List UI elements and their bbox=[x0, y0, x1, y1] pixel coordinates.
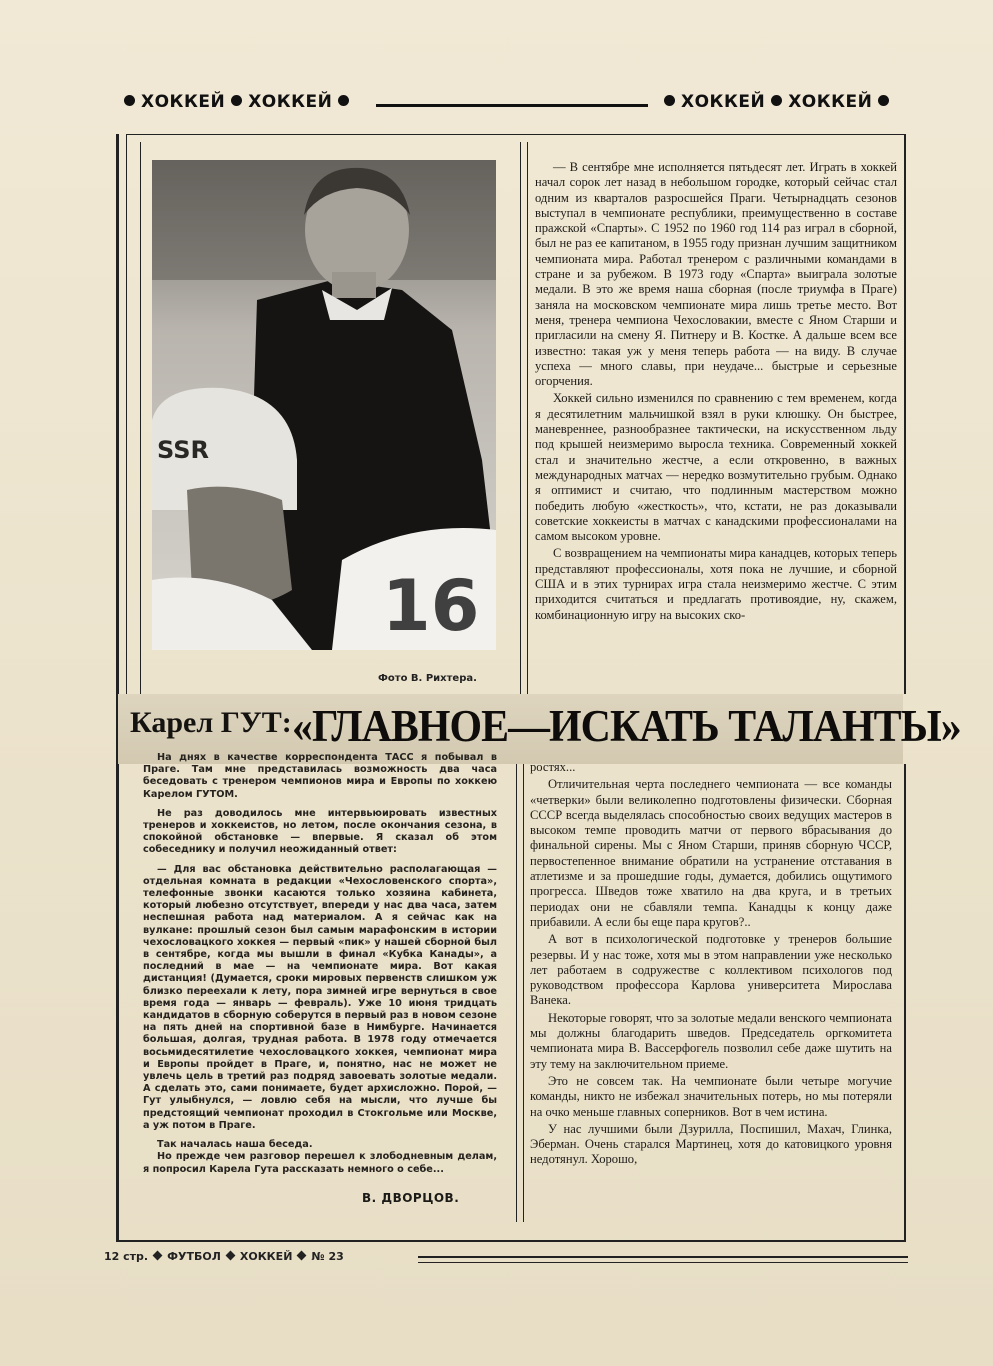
paragraph: С возвращением на чемпионаты мира канадцев, которых теперь представляют профессионалы, хотя пока не лучшие, и сборной США и в этих турнирах игра стала неизмеримо жестче. С этим приходится считаться и предлагать противоядие, ну, скажем, комбинационную игру на высоких ско- bbox=[535, 546, 897, 622]
paragraph: Не раз доводилось мне интервьюировать известных тренеров и хоккеистов, но летом, после окончания сезона, в спокойной обстановке — впервые. Я сказал об этом собеседнику и получил неожиданный ответ: bbox=[143, 807, 497, 856]
frame-right-bottom-line bbox=[904, 764, 906, 1242]
footer-item: ХОККЕЙ bbox=[239, 1250, 293, 1263]
diamond-icon bbox=[225, 1251, 235, 1261]
page-footer bbox=[104, 1250, 344, 1263]
svg-text:16: 16 bbox=[382, 565, 480, 647]
frame-bottom-line bbox=[116, 1240, 906, 1242]
header-word: ХОККЕЙ bbox=[681, 92, 766, 112]
bullet-icon bbox=[124, 95, 135, 106]
column-divider-top bbox=[520, 142, 521, 694]
frame-left-inner-line bbox=[126, 134, 127, 694]
header-word: ХОККЕЙ bbox=[248, 92, 333, 112]
footer-item: № 23 bbox=[311, 1250, 344, 1263]
header-rule bbox=[376, 104, 648, 107]
diamond-icon bbox=[153, 1251, 163, 1261]
paragraph: Это не совсем так. На чемпионате были четыре могучие команды, никто не избежал значительных потерь, но мы потеряли на очко меньше главных соперников. Вот в чем истина. bbox=[530, 1073, 892, 1119]
byline: В. ДВОРЦОВ. bbox=[362, 1191, 460, 1205]
title-name: Карел ГУТ: bbox=[130, 706, 292, 739]
paragraph: Но прежде чем разговор перешел к злободневным делам, я попросил Карела Гута рассказать немного о себе... bbox=[143, 1151, 497, 1175]
coach-photo bbox=[152, 160, 496, 650]
intro-column bbox=[143, 752, 497, 1183]
footer-rule-2 bbox=[418, 1262, 908, 1263]
jersey-text: SSR bbox=[157, 436, 209, 464]
header-word: ХОККЕЙ bbox=[788, 92, 873, 112]
bullet-icon bbox=[231, 95, 242, 106]
frame-left-line bbox=[116, 134, 119, 1242]
frame-right-line bbox=[904, 134, 906, 694]
column-divider-bottom-2 bbox=[523, 764, 524, 1222]
frame-top-line bbox=[126, 134, 906, 135]
footer-rule bbox=[418, 1256, 908, 1258]
header-word: ХОККЕЙ bbox=[141, 92, 226, 112]
photo-box-left bbox=[140, 142, 141, 694]
bullet-icon bbox=[664, 95, 675, 106]
bullet-icon bbox=[771, 95, 782, 106]
paragraph: — В сентябре мне исполняется пятьдесят лет. Играть в хоккей начал сорок лет назад в небольшом городке, который сейчас стал одним из кварталов разросшейся Праги. Четырнадцать сезонов выступал в чемпионате республики, преимущественно в составе пражской «Спарты». С 1952 по 1960 год 114 раз играл в сборной, был не раз ее капитаном, в 1955 году признан лучшим защитником чемпионата мира. Работал тренером с различными командами в стране и за рубежом. В 1973 году «Спарта» выиграла золотые медали. В это же время наша сборная (после триумфа в Праге) заняла на московском чемпионате мира лишь третье место. Вот меня, тренера чемпиона Чехословакии, вместе с Яном Старши и пригласили на смену Я. Питнеру и В. Костке. А дальше всем все известно: такая уж у меня теперь работа — на виду. В случае успеха — много славы, при неудаче... быстрые и серьезные огорчения. bbox=[535, 160, 897, 389]
diamond-icon bbox=[297, 1251, 307, 1261]
right-column-top bbox=[535, 160, 897, 625]
right-column-bottom bbox=[530, 760, 892, 1170]
column-divider-bottom bbox=[516, 764, 517, 1222]
paragraph: А вот в психологической подготовке у тренеров большие резервы. И у нас тоже, хотя мы в этом направлении уже несколько лет работаем в содружестве с коллективом психологов под руководством профессора Карлова университета Мирослава Ванека. bbox=[530, 932, 892, 1008]
column-divider-top-2 bbox=[527, 142, 528, 694]
paragraph: На днях в качестве корреспондента ТАСС я побывал в Праге. Там мне представилась возможность два часа беседовать с тренером чемпионов мира и Европы по хоккею Карелом ГУТОМ. bbox=[143, 752, 497, 800]
headline: «ГЛАВНОЕ—ИСКАТЬ ТАЛАНТЫ» bbox=[292, 701, 961, 751]
footer-item: ФУТБОЛ bbox=[167, 1250, 221, 1263]
paragraph: У нас лучшими были Дзурилла, Поспишил, Махач, Глинка, Эберман. Очень старался Мартинец, хотя до катовицкого уровня недотянул. Хорошо, bbox=[530, 1121, 892, 1167]
paragraph: Хоккей сильно изменился по сравнению с тем временем, когда я десятилетним мальчишкой взял в руки клюшку. Он быстрее, маневреннее, разнообразнее тактически, на искусственном льду под крышей неизмеримо выросла техника. Современный хоккей стал и значительно жестче, а если откровенно, в важных международных матчах — нередко возмутительно грубым. Однако я оптимист и считаю, что подлинным мастерством можно победить любую «жесткость», что, кстати, не раз доказывали советские хоккеисты в матчах с канадскими профессионалами на самом высоком уровне. bbox=[535, 391, 897, 544]
header-left bbox=[118, 92, 355, 112]
bullet-icon bbox=[338, 95, 349, 106]
paragraph: Так началась наша беседа. bbox=[157, 1139, 313, 1151]
paragraph: Некоторые говорят, что за золотые медали венского чемпионата мы должны благодарить шведов. Председатель оргкомитета чемпионата мира В. Вассерфогель позволил себе даже шутить на эту тему на заключительном приеме. bbox=[530, 1010, 892, 1071]
photo-caption: Фото В. Рихтера. bbox=[378, 673, 477, 684]
header-right bbox=[658, 92, 895, 112]
paragraph: Отличительная черта последнего чемпионата — все команды «четверки» были великолепно подготовлены физически. Сборная СССР всегда выделялась способностью своих ведущих мастеров в высоком темпе проводить матчи от первого вбрасывания до финальной сирены. Мы с Яном Старши, приняв сборную ЧССР, первостепенное внимание обратили на устранение отставания в атлетизме и за прошедшие годы, думается, добились ощутимого прогресса. Шведов тоже хватило на два круга, и в третьих периодах они не сбавляли темпа. Канадцы к концу даже прибавили. А если бы еще пара кругов?.. bbox=[530, 777, 892, 929]
bullet-icon bbox=[878, 95, 889, 106]
page-number: 12 стр. bbox=[104, 1250, 149, 1263]
paragraph: — Для вас обстановка действительно располагающая — отдельная комната в редакции «Чехословенского спорта», телефонные звонки касаются только хозяина кабинета, который любезно отсутствует, впереди у нас два часа, затем неспешная работа над материалом. А я сейчас как на вулкане: прошлый сезон был самым марафонским в истории чехословацкого хоккея — первый «пик» у нашей сборной был в сентябре, когда мы вышли в финал «Кубка Канады», а последний в мае — на чемпионате мира. Вот какая дистанция! (Думается, сроки мировых первенств слишком уж близко переехали к лету, пора зимней игре вернуться в свое время года — январь — февраль). Уже 10 июня тридцать кандидатов в сборную соберутся в первый раз в новом сезоне на пять дней на спортивной базе в Нимбурге. Начинается большая, долгая, трудная работа. В 1978 году отмечается восьмидесятилетие чехословацкого хоккея, чемпионат мира и Европы пройдет в Праге, и, понятно, нас не может не увлечь цель в третий раз подряд завоевать золотые медали. А сделать это, сами понимаете, будет архисложно. Порой, — Гут улыбнулся, — ловлю себя на мысли, что лучше бы предстоящий чемпионат проходил в Стокгольме или Москве, а уж потом в Праге. bbox=[143, 863, 497, 1131]
paragraph: ростях... bbox=[530, 760, 576, 774]
coach-photo-image bbox=[152, 160, 496, 650]
